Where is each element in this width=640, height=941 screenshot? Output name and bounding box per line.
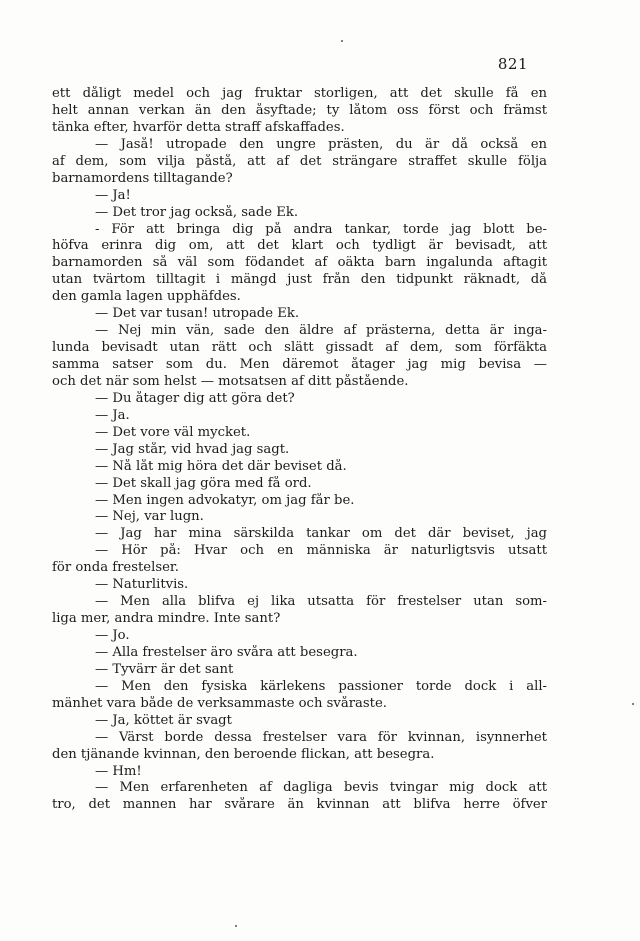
- text-line: den tjänande kvinnan, den beroende flickan, att besegra.: [52, 746, 435, 762]
- print-speck: [632, 703, 634, 705]
- text-line: barnamorden så väl som födandet af oäkta barn ingalunda aftagit: [52, 255, 547, 271]
- text-line: mänhet vara både de verksammaste och svåraste.: [52, 695, 387, 711]
- text-line: ett dåligt medel och jag fruktar storligen, att det skulle få en: [52, 86, 547, 101]
- text-line: lunda bevisadt utan rätt och slätt gissadt af dem, som förfäkta: [52, 340, 547, 356]
- print-speck: [235, 925, 237, 927]
- text-line: — Jaså! utropade den ungre prästen, du är då också en: [95, 136, 547, 152]
- text-line: — Ja, köttet är svagt: [95, 712, 232, 728]
- print-speck: [341, 40, 343, 42]
- text-line: och det när som helst — motsatsen af ditt påstående.: [52, 373, 409, 389]
- text-line: — Naturlitvis.: [95, 577, 189, 593]
- text-line: — Värst borde dessa frestelser vara för kvinnan, isynnerhet: [95, 729, 547, 745]
- text-line: höfva erinra dig om, att det klart och tydligt är bevisadt, att: [52, 238, 547, 254]
- text-line: — Det vore väl mycket.: [95, 424, 251, 440]
- text-line: — Hm!: [95, 763, 142, 779]
- body-text: [52, 86, 547, 814]
- page-number: 821: [497, 55, 528, 73]
- text-line: — Jo.: [95, 628, 130, 643]
- text-line: — Nå låt mig höra det där beviset då.: [95, 458, 347, 474]
- text-line: — Ja.: [95, 407, 130, 423]
- text-line: utan tvärtom tilltagit i mängd just från den tidpunkt räknadt, då: [52, 272, 547, 288]
- text-line: — Men alla blifva ej lika utsatta för frestelser utan som-: [95, 594, 547, 610]
- text-line: — Det var tusan! utropade Ek.: [95, 306, 300, 322]
- text-line: — Jag står, vid hvad jag sagt.: [95, 441, 290, 457]
- text-line: — Tyvärr är det sant: [95, 661, 234, 677]
- text-line: tänka efter, hvarför detta straff afskaffades.: [52, 119, 345, 135]
- text-line: — Du åtager dig att göra det?: [95, 390, 295, 406]
- text-line: — Nej min vän, sade den äldre af prästerna, detta är inga-: [95, 323, 547, 339]
- text-line: barnamordens tilltagande?: [52, 170, 233, 186]
- text-line: af dem, som vilja påstå, att af det strängare straffet skulle följa: [52, 153, 547, 169]
- text-line: samma satser som du. Men däremot åtager jag mig bevisa —: [52, 357, 547, 372]
- text-line: — Nej, var lugn.: [95, 509, 204, 525]
- text-line: — Men erfarenheten af dagliga bevis tvingar mig dock att: [95, 780, 547, 796]
- text-line: — Det skall jag göra med få ord.: [95, 475, 312, 491]
- text-line: — Hör på: Hvar och en människa är naturligtsvis utsatt: [95, 543, 547, 559]
- text-line: - För att bringa dig på andra tankar, torde jag blott be-: [95, 221, 547, 237]
- text-line: — Det tror jag också, sade Ek.: [95, 204, 299, 220]
- text-line: — Jag har mina särskilda tankar om det där beviset, jag: [95, 526, 547, 542]
- text-line: helt annan verkan än den åsyftade; ty låtom oss först och främst: [52, 102, 547, 118]
- text-line: — Ja!: [95, 187, 131, 203]
- text-line: för onda frestelser.: [52, 560, 179, 576]
- text-line: liga mer, andra mindre. Inte sant?: [52, 611, 281, 627]
- text-line: — Men ingen advokatyr, om jag får be.: [95, 492, 355, 508]
- text-line: tro, det mannen har svårare än kvinnan att blifva herre öfver: [52, 797, 547, 813]
- text-line: — Alla frestelser äro svåra att besegra.: [95, 644, 358, 660]
- text-line: den gamla lagen upphäfdes.: [52, 289, 241, 305]
- text-line: — Men den fysiska kärlekens passioner torde dock i all-: [95, 678, 547, 694]
